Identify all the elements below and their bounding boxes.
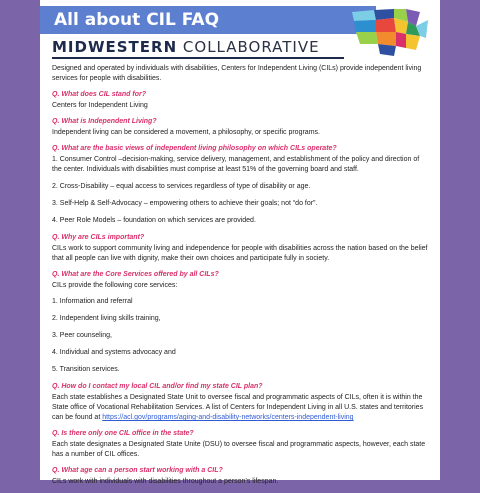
list-item: 2. Cross-Disability – equal access to services regardless of type of disability or age. bbox=[52, 183, 311, 190]
list-item: 3. Peer counseling, bbox=[52, 332, 112, 339]
page-title: All about CIL FAQ bbox=[40, 6, 376, 34]
brand-light: COLLABORATIVE bbox=[182, 38, 320, 56]
midwest-states-map-icon bbox=[350, 6, 430, 58]
answer-8: CILs work with individuals with disabilities throughout a person’s lifespan. bbox=[52, 478, 279, 485]
list-item: 2. Independent living skills training, bbox=[52, 315, 161, 322]
question-8: Q. What age can a person start working with a CIL? bbox=[52, 467, 223, 474]
philosophy-list bbox=[52, 155, 430, 226]
brand-strong: MIDWESTERN bbox=[52, 38, 178, 56]
brand-wordmark bbox=[52, 38, 320, 56]
header-rule bbox=[52, 57, 344, 59]
list-item: 4. Peer Role Models – foundation on which services are provided. bbox=[52, 217, 256, 224]
question-5: Q. What are the Core Services offered by all CILs? bbox=[52, 271, 219, 278]
list-item: 1. Consumer Control –decision-making, service delivery, management, and establishment of the policy and direction of the center. Individuals with disabilities must comprise at least 51% of the governing board and staff. bbox=[52, 156, 420, 173]
answer-2: Independent living can be considered a movement, a philosophy, or specific programs. bbox=[52, 129, 320, 136]
answer-6 bbox=[52, 393, 430, 423]
question-3: Q. What are the basic views of independent living philosophy on which CILs operate? bbox=[52, 145, 337, 152]
cil-directory-link[interactable]: https://acl.gov/programs/aging-and-disability-networks/centers-independent-living bbox=[102, 414, 354, 421]
faq-page bbox=[40, 0, 440, 485]
answer-4: CILs work to support community living and independence for people with disabilities across the nation based on the belief that all people can live with dignity, make their own choices and participate fully in society. bbox=[52, 245, 428, 262]
list-item: 4. Individual and systems advocacy and bbox=[52, 349, 176, 356]
list-item: 5. Transition services. bbox=[52, 366, 120, 373]
header bbox=[40, 0, 440, 60]
answer-7: Each state designates a Designated State Unite (DSU) to oversee fiscal and programmatic aspects, however, each state has a number of CIL offices. bbox=[52, 441, 426, 458]
answer-1: Centers for Independent Living bbox=[52, 102, 148, 109]
faq-content bbox=[52, 64, 430, 493]
question-6: Q. How do I contact my local CIL and/or find my state CIL plan? bbox=[52, 383, 263, 390]
list-item: 3. Self-Help & Self-Advocacy – empowering others to achieve their goals; not “do for”. bbox=[52, 200, 318, 207]
intro-text: Designed and operated by individuals with disabilities, Centers for Independent Living (CILs) provide independent living services for people with disabilities. bbox=[52, 65, 422, 82]
question-4: Q. Why are CILs important? bbox=[52, 234, 145, 241]
list-item: 1. Information and referral bbox=[52, 298, 133, 305]
question-2: Q. What is Independent Living? bbox=[52, 118, 157, 125]
answer-5-lead: CILs provide the following core services: bbox=[52, 282, 178, 289]
answer-6-text: Each state establishes a Designated State Unit to oversee fiscal and programmatic aspects of CILs, often it is within the State office of Vocational Rehabilitation Services. A list of Centers for Independent Living in all U.S. states and territories can be found at bbox=[52, 394, 424, 421]
question-1: Q. What does CIL stand for? bbox=[52, 91, 146, 98]
core-services-list bbox=[52, 297, 430, 375]
question-7: Q. Is there only one CIL office in the state? bbox=[52, 430, 194, 437]
